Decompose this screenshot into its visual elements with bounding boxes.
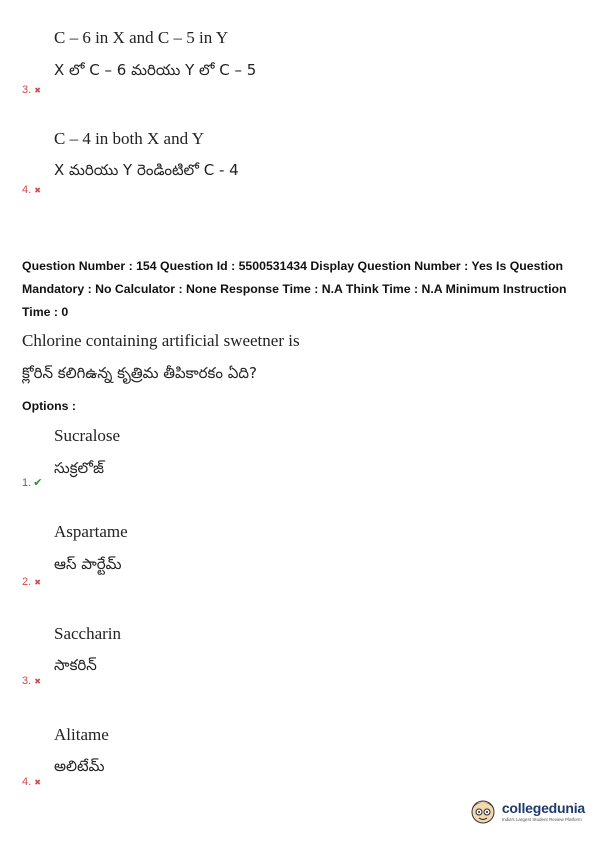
option-3-telugu: సాకరిన్ [54,656,97,674]
cross-icon: ✖ [34,677,41,686]
option-2-english: Aspartame [54,522,128,541]
options-label: Options : [22,399,76,413]
option-number: 3. [22,675,32,687]
logo-name: collegedunia [501,800,585,816]
prev-option-3-marker [22,78,41,97]
option-number: 3. [22,84,32,96]
prev-option-3-english: C – 6 in X and C – 5 in Y [54,28,229,47]
prev-option-3-telugu: X లో C – 6 మరియు Y లో C – 5 [54,61,257,79]
prev-option-4-marker [22,178,41,197]
option-4-english: Alitame [54,725,109,744]
question-text-telugu: క్లోరిన్ కలిగిఉన్న కృత్రిమ తీపికారకం ఏది? [22,364,257,382]
option-4-telugu: అలిటేమ్ [54,757,105,775]
option-number: 2. [22,576,32,588]
mascot-icon [468,796,498,826]
option-number: 1. [22,477,32,489]
option-1-marker [22,471,42,490]
option-number: 4. [22,776,32,788]
option-3-english: Saccharin [54,624,122,643]
cross-icon: ✖ [34,86,41,95]
option-1-english: Sucralose [54,426,121,445]
cross-icon: ✖ [34,578,41,587]
cross-icon: ✖ [34,778,41,787]
question-text-english: Chlorine containing artificial sweetner is [22,331,300,350]
option-number: 4. [22,184,32,196]
option-1-telugu: సుక్రలోజ్ [54,459,104,477]
prev-option-4-telugu: X మరియు Y రెండింటిలో C - 4 [54,161,239,179]
option-3-marker [22,669,41,688]
option-2-marker [22,570,41,589]
prev-option-4-english: C – 4 in both X and Y [54,129,205,148]
check-icon: ✔ [33,476,43,489]
option-2-telugu: ఆస్ పార్టేమ్ [54,555,122,573]
logo-tagline: India's Largest Student Review Platform [501,817,582,822]
cross-icon: ✖ [34,186,41,195]
option-4-marker [22,770,41,789]
collegedunia-logo [468,796,585,826]
question-metadata: Question Number : 154 Question Id : 5500531434 Display Question Number : Yes Is Question Mandatory : No Calculator : None Response Time : N.A Think Time : N.A Minimum Instruction Time : 0 [22,259,567,319]
